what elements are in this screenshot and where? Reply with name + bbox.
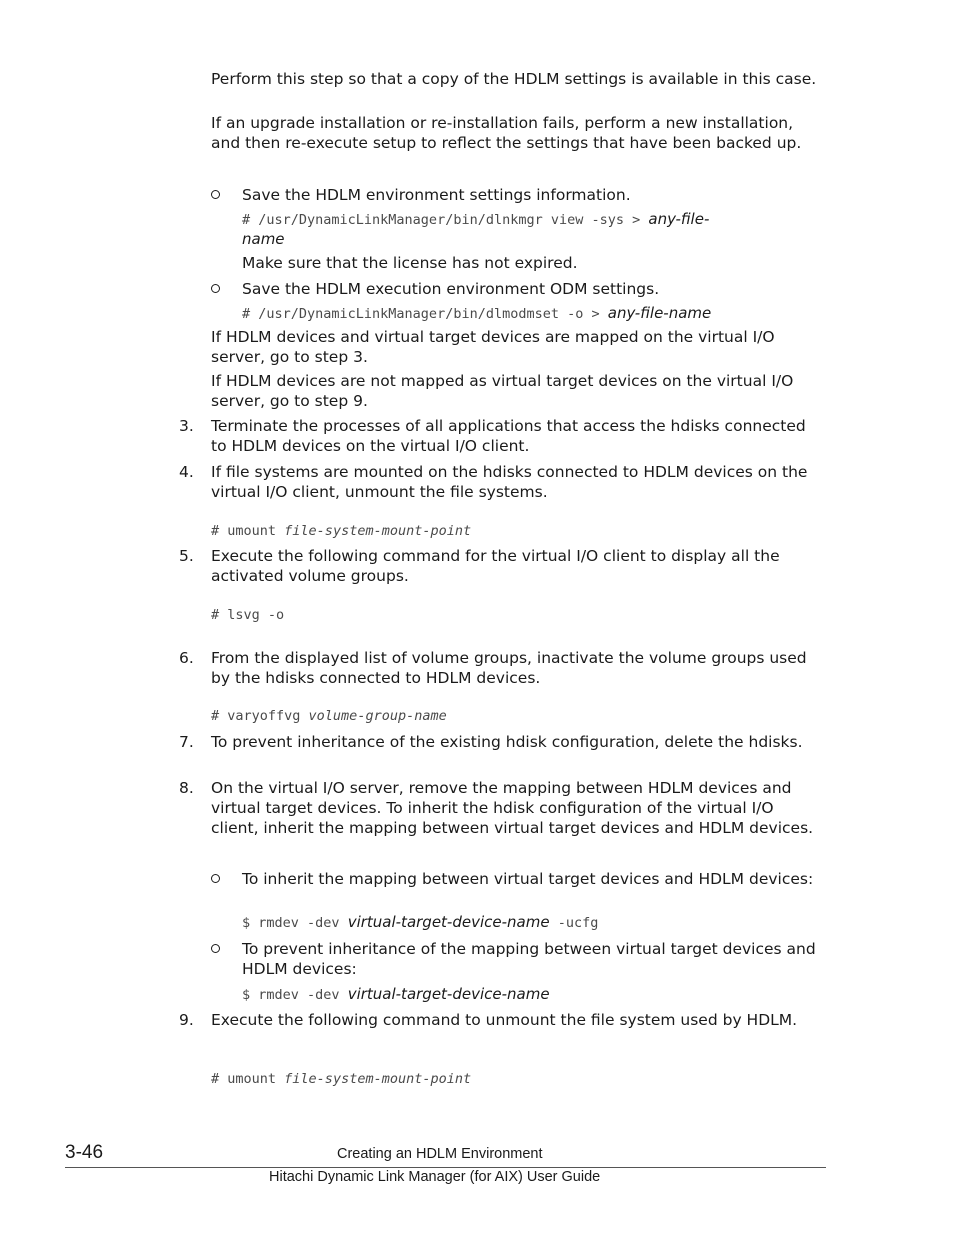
step-text: On the virtual I/O server, remove the mapping between HDLM devices and virtual target devices. To inherit the hdisk configuration of the virtual I/O client, inherit the mapping between virtual target devices and HDLM devices. bbox=[211, 779, 814, 837]
code-umount-command: # umount bbox=[211, 523, 277, 539]
footer-chapter-title: Creating an HDLM Environment bbox=[337, 1146, 543, 1162]
code-arg-vtd-name: virtual-target-device-name bbox=[347, 985, 550, 1003]
step-number: 6. bbox=[179, 649, 194, 667]
code-dlmodmset-command: # /usr/DynamicLinkManager/bin/dlmodmset -o > bbox=[242, 306, 600, 322]
code-umount bbox=[211, 521, 471, 541]
intro-paragraph-1: Perform this step so that a copy of the HDLM settings is available in this case. bbox=[211, 70, 817, 88]
code-rmdev bbox=[242, 984, 550, 1005]
code-rmdev-command: $ rmdev -dev bbox=[242, 987, 340, 1003]
code-arg-any-file-continued: name bbox=[242, 230, 285, 248]
bullet-circle-icon bbox=[211, 190, 220, 199]
step-text: If file systems are mounted on the hdisks connected to HDLM devices on the virtual I/O client, unmount the file systems. bbox=[211, 463, 808, 501]
license-note: Make sure that the license has not expired. bbox=[242, 254, 578, 272]
code-arg-volume-group: volume-group-name bbox=[308, 708, 447, 724]
code-rmdev-ucfg bbox=[242, 912, 598, 933]
step-text: From the displayed list of volume groups, inactivate the volume groups used by the hdisks connected to HDLM devices. bbox=[211, 649, 807, 687]
code-arg-mount-point: file-system-mount-point bbox=[284, 523, 472, 539]
mapped-note: If HDLM devices and virtual target devices are mapped on the virtual I/O server, go to step 3. bbox=[211, 328, 775, 366]
code-lsvg: # lsvg -o bbox=[211, 607, 285, 623]
code-arg-any-file-name: any-file-name bbox=[607, 304, 712, 322]
code-arg-any-file: any-file- bbox=[648, 210, 710, 228]
step-number: 7. bbox=[179, 733, 194, 751]
bullet-circle-icon bbox=[211, 284, 220, 293]
bullet-prevent-mapping: To prevent inheritance of the mapping between virtual target devices and HDLM devices: bbox=[242, 940, 816, 978]
step-number: 9. bbox=[179, 1011, 194, 1029]
not-mapped-note: If HDLM devices are not mapped as virtual target devices on the virtual I/O server, go to step 9. bbox=[211, 372, 794, 410]
footer-guide-title: Hitachi Dynamic Link Manager (for AIX) User Guide bbox=[269, 1169, 601, 1185]
footer-page-number: 3-46 bbox=[65, 1142, 104, 1163]
step-number: 5. bbox=[179, 547, 194, 565]
footer-divider bbox=[65, 1167, 826, 1168]
code-varyoffvg-command: # varyoffvg bbox=[211, 708, 301, 724]
bullet-circle-icon bbox=[211, 944, 220, 953]
step-number: 8. bbox=[179, 779, 194, 797]
bullet-circle-icon bbox=[211, 874, 220, 883]
step-number: 4. bbox=[179, 463, 194, 481]
step-text: Terminate the processes of all applications that access the hdisks connected to HDLM devices on the virtual I/O client. bbox=[211, 417, 806, 455]
step-text: Execute the following command for the virtual I/O client to display all the activated volume groups. bbox=[211, 547, 780, 585]
code-rmdev-command: $ rmdev -dev bbox=[242, 915, 340, 931]
code-umount-command: # umount bbox=[211, 1071, 277, 1087]
code-dlmodmset bbox=[242, 303, 711, 324]
code-arg-vtd-name: virtual-target-device-name bbox=[347, 913, 550, 931]
code-ucfg-flag: -ucfg bbox=[557, 915, 599, 931]
intro-paragraph-2: If an upgrade installation or re-installation fails, perform a new installation, and then re-execute setup to reflect the settings that have been backed up. bbox=[211, 114, 802, 152]
code-arg-mount-point: file-system-mount-point bbox=[284, 1071, 472, 1087]
step-text: To prevent inheritance of the existing hdisk configuration, delete the hdisks. bbox=[211, 733, 803, 751]
bullet-inherit-mapping: To inherit the mapping between virtual target devices and HDLM devices: bbox=[242, 870, 814, 888]
code-umount-hdlm bbox=[211, 1069, 471, 1089]
code-view-sys-command: # /usr/DynamicLinkManager/bin/dlnkmgr view -sys > bbox=[242, 212, 641, 228]
bullet-env-settings: Save the HDLM environment settings information. bbox=[242, 186, 631, 204]
step-number: 3. bbox=[179, 417, 194, 435]
code-varyoffvg bbox=[211, 706, 447, 726]
code-view-sys bbox=[242, 209, 709, 230]
step-text: Execute the following command to unmount the file system used by HDLM. bbox=[211, 1011, 798, 1029]
bullet-odm-settings: Save the HDLM execution environment ODM settings. bbox=[242, 280, 660, 298]
